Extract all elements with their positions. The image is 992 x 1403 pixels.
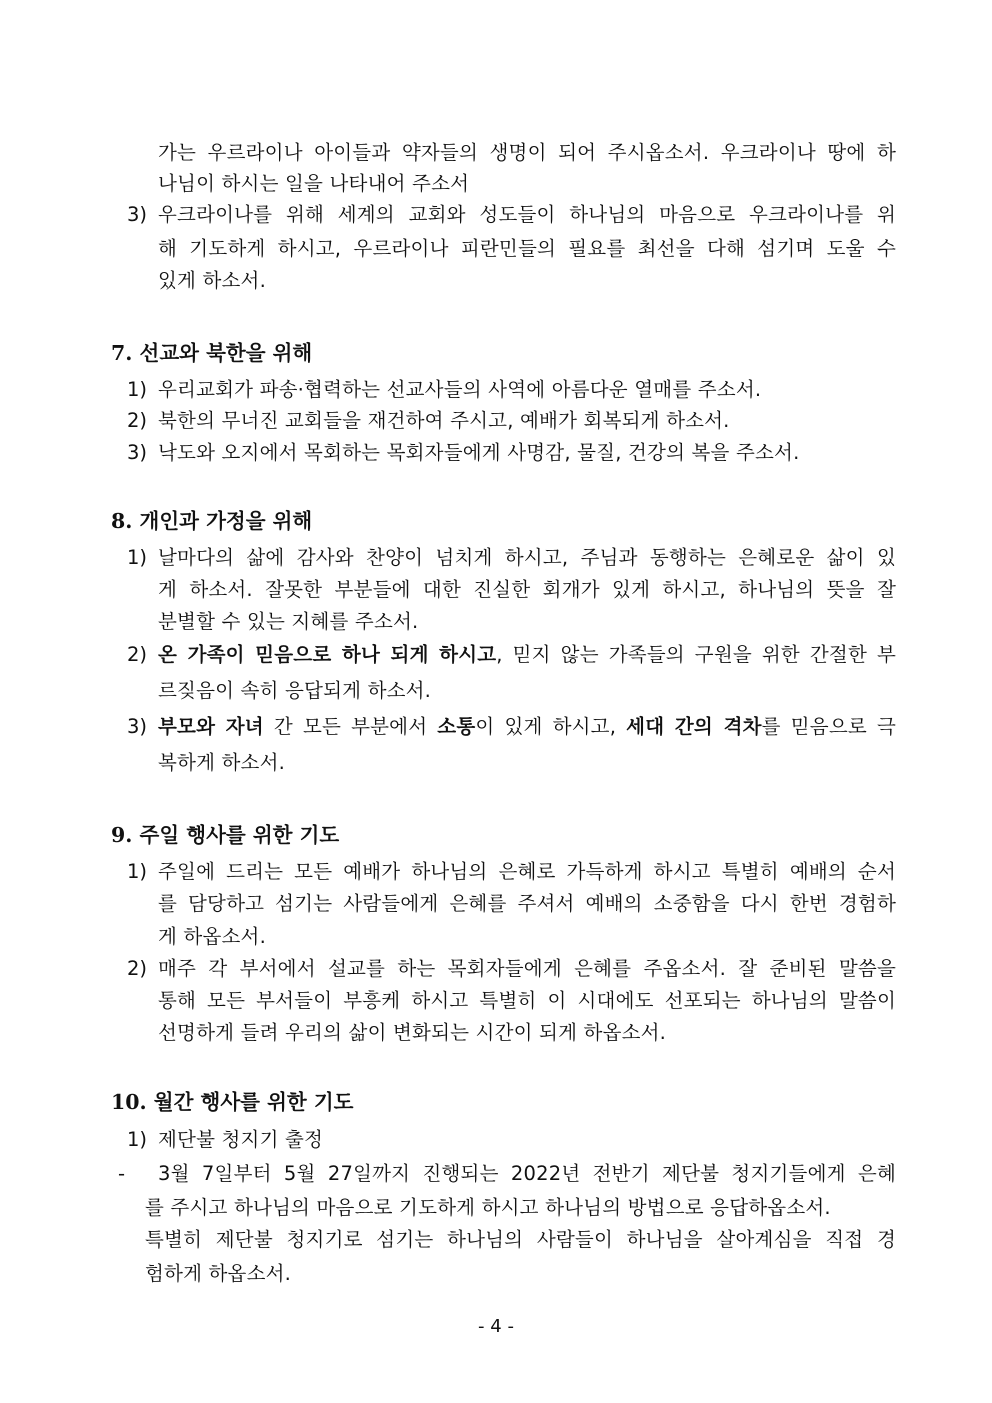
section8-item2-rest: , 믿지 않는 가족들의 구원을 위한 간절한 부 [496, 643, 896, 666]
section6-item3-line2: 해 기도하게 하시고, 우르라이나 피란민들의 필요를 최선을 다해 섬기며 도울 수 [158, 237, 896, 260]
section8-item2-line1 [158, 643, 896, 667]
section8-item3-mid1: 간 모든 부분에서 [263, 715, 438, 738]
section10-item1-detail-line3: 특별히 제단불 청지기로 섬기는 하나님의 사람들이 하나님을 살아계심을 직접 경 [145, 1228, 896, 1251]
section10-item1-text: 제단불 청지기 출정 [158, 1128, 324, 1151]
section9-item2-line2: 통해 모든 부서들이 부흥케 하시고 특별히 이 시대에도 선포되는 하나님의 말씀이 [158, 989, 896, 1012]
section7-heading: 7. 선교와 북한을 위해 [111, 341, 313, 365]
page-number: - 4 - [478, 1316, 514, 1337]
section8-item2-number: 2) [127, 643, 148, 666]
section8-item3-bold3: 세대 간의 격차 [626, 715, 762, 738]
section8-item3-mid2: 이 있게 하시고, [475, 715, 627, 738]
section9-item1-line3: 게 하옵소서. [158, 925, 266, 948]
section6-item2-line1: 가는 우르라이나 아이들과 약자들의 생명이 되어 주시옵소서. 우크라이나 땅에 하 [158, 141, 896, 164]
section7-item2-number: 2) [127, 409, 148, 432]
section9-item1-line1: 주일에 드리는 모든 예배가 하나님의 은혜로 가득하게 하시고 특별히 예배의 순서 [158, 860, 896, 883]
section8-item3-bold1: 부모와 자녀 [158, 715, 264, 738]
section7-item1-number: 1) [127, 378, 148, 401]
section8-item3-line2: 복하게 하소서. [158, 751, 286, 774]
section9-heading: 9. 주일 행사를 위한 기도 [111, 823, 340, 847]
section8-item3-line1 [158, 715, 896, 739]
section8-heading: 8. 개인과 가정을 위해 [111, 509, 313, 533]
section9-item2-line1: 매주 각 부서에서 설교를 하는 목회자들에게 은혜를 주옵소서. 잘 준비된 말씀을 [158, 957, 896, 980]
section8-item1-line2: 게 하소서. 잘못한 부분들에 대한 진실한 회개가 있게 하시고, 하나님의 뜻을 잘 [158, 578, 896, 601]
section7-item2-text: 북한의 무너진 교회들을 재건하여 주시고, 예배가 회복되게 하소서. [158, 409, 730, 432]
section10-item1-number: 1) [127, 1128, 148, 1151]
section6-item3-line3: 있게 하소서. [158, 269, 266, 292]
section8-item2-line2: 르짖음이 속히 응답되게 하소서. [158, 679, 432, 702]
section8-item1-line1: 날마다의 삶에 감사와 찬양이 넘치게 하시고, 주님과 동행하는 은혜로운 삶이 있 [158, 546, 896, 569]
section6-item2-line2: 나님이 하시는 일을 나타내어 주소서 [158, 172, 470, 195]
section9-item2-number: 2) [127, 957, 148, 980]
section6-item3-line1: 우크라이나를 위해 세계의 교회와 성도들이 하나님의 마음으로 우크라이나를 위 [158, 203, 896, 226]
section7-item3-text: 낙도와 오지에서 목회하는 목회자들에게 사명감, 물질, 건강의 복을 주소서. [158, 441, 800, 464]
section7-item1-text: 우리교회가 파송·협력하는 선교사들의 사역에 아름다운 열매를 주소서. [158, 378, 762, 401]
section8-item3-rest: 를 믿음으로 극 [761, 715, 896, 738]
section8-item3-number: 3) [127, 715, 148, 738]
section10-item1-detail-line4: 험하게 하옵소서. [145, 1262, 292, 1285]
section6-item3-number: 3) [127, 203, 148, 226]
section9-item2-line3: 선명하게 들려 우리의 삶이 변화되는 시간이 되게 하옵소서. [158, 1021, 667, 1044]
section8-item2-bold: 온 가족이 믿음으로 하나 되게 하시고 [158, 643, 497, 666]
section8-item1-number: 1) [127, 546, 148, 569]
section8-item1-line3: 분별할 수 있는 지혜를 주소서. [158, 610, 419, 633]
section8-item3-bold2: 소통 [437, 715, 476, 738]
section10-item1-detail-line1: 3월 7일부터 5월 27일까지 진행되는 2022년 전반기 제단불 청지기들에게 은혜 [158, 1162, 896, 1185]
section10-heading: 10. 월간 행사를 위한 기도 [111, 1090, 354, 1114]
section10-dash: - [118, 1162, 126, 1185]
section9-item1-line2: 를 담당하고 섬기는 사람들에게 은혜를 주셔서 예배의 소중함을 다시 한번 경험하 [158, 892, 896, 915]
section9-item1-number: 1) [127, 860, 148, 883]
section10-item1-detail-line2: 를 주시고 하나님의 마음으로 기도하게 하시고 하나님의 방법으로 응답하옵소서. [145, 1196, 831, 1219]
section7-item3-number: 3) [127, 441, 148, 464]
